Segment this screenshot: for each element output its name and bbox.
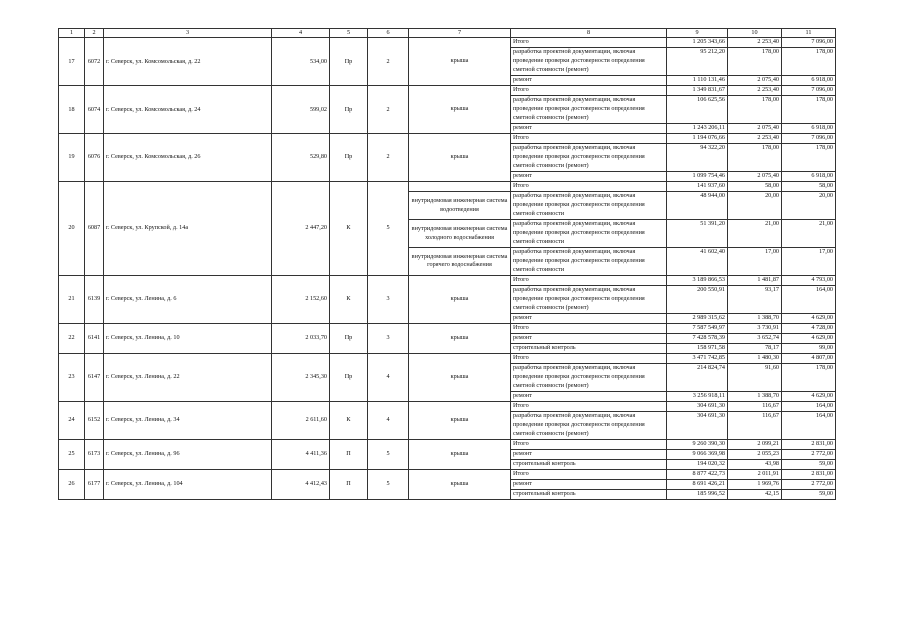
work-type: крыша [409,439,511,469]
record-area: 2 611,60 [272,401,330,439]
cost-per-unit: 178,00 [728,144,782,172]
cost-per-unit: 21,00 [728,220,782,248]
cost-per-unit: 2 253,40 [728,134,782,144]
cost-total: 200 550,91 [667,285,728,313]
record-floors: 5 [368,469,409,499]
record-number: 23 [59,353,85,401]
record-floors: 2 [368,86,409,134]
record-type: Пр [330,86,368,134]
cost-limit: 59,00 [782,459,836,469]
cost-limit: 2 772,00 [782,479,836,489]
record-type: Пр [330,353,368,401]
record-code: 6072 [85,38,104,86]
work-type: внутридомовая инженерная система холодного водоснабжения [409,220,511,248]
cost-total: 95 212,20 [667,48,728,76]
cost-limit: 2 772,00 [782,449,836,459]
cost-total: 1 099 754,46 [667,172,728,182]
record-address: г. Северск, ул. Ленина, д. 34 [104,401,272,439]
table-row [59,323,836,333]
cost-per-unit: 1 388,70 [728,391,782,401]
cost-limit: 2 831,00 [782,439,836,449]
record-address: г. Северск, ул. Комсомольская, д. 22 [104,38,272,86]
cost-per-unit: 2 075,40 [728,172,782,182]
cost-total: 9 066 369,98 [667,449,728,459]
cost-per-unit: 93,17 [728,285,782,313]
record-number: 18 [59,86,85,134]
header-cell: 10 [728,29,782,38]
line-description: разработка проектной документации, включая проведение проверки достоверности определения сметной стоимости (ремонт) [511,363,667,391]
work-type: крыша [409,323,511,353]
line-description: строительный контроль [511,459,667,469]
record-area: 529,80 [272,134,330,182]
header-cell: 9 [667,29,728,38]
record-number: 21 [59,275,85,323]
cost-limit: 20,00 [782,192,836,220]
record-area: 2 345,30 [272,353,330,401]
cost-limit: 4 629,00 [782,333,836,343]
record-address: г. Северск, ул. Ленина, д. 10 [104,323,272,353]
record-type: П [330,469,368,499]
header-cell: 11 [782,29,836,38]
record-area: 4 412,43 [272,469,330,499]
cost-limit: 4 807,00 [782,353,836,363]
record-number: 26 [59,469,85,499]
line-description: ремонт [511,172,667,182]
cost-total: 1 243 206,11 [667,124,728,134]
line-description: разработка проектной документации, включая проведение проверки достоверности определения сметной стоимости (ремонт) [511,144,667,172]
cost-limit: 4 728,00 [782,323,836,333]
record-number: 20 [59,182,85,276]
cost-total: 304 691,30 [667,411,728,439]
budget-table-sheet [58,28,836,500]
header-cell: 5 [330,29,368,38]
header-cell: 6 [368,29,409,38]
cost-total: 141 937,60 [667,182,728,192]
record-number: 19 [59,134,85,182]
line-description: Итого [511,469,667,479]
record-code: 6177 [85,469,104,499]
cost-per-unit: 178,00 [728,96,782,124]
line-description: разработка проектной документации, включая проведение проверки достоверности определения сметной стоимости [511,248,667,276]
line-description: строительный контроль [511,343,667,353]
cost-total: 3 256 918,11 [667,391,728,401]
record-address: г. Северск, ул. Ленина, д. 104 [104,469,272,499]
record-number: 22 [59,323,85,353]
line-description: разработка проектной документации, включая проведение проверки достоверности определения сметной стоимости (ремонт) [511,96,667,124]
table-row [59,134,836,144]
cost-limit: 58,00 [782,182,836,192]
line-description: строительный контроль [511,489,667,499]
line-description: разработка проектной документации, включая проведение проверки достоверности определения сметной стоимости (ремонт) [511,48,667,76]
record-code: 6076 [85,134,104,182]
cost-limit: 164,00 [782,401,836,411]
cost-total: 1 205 343,66 [667,38,728,48]
cost-limit: 6 918,00 [782,76,836,86]
cost-total: 2 989 315,62 [667,313,728,323]
cost-limit: 17,00 [782,248,836,276]
cost-per-unit: 2 253,40 [728,86,782,96]
cost-limit: 7 096,00 [782,86,836,96]
record-address: г. Северск, ул. Ленина, д. 6 [104,275,272,323]
line-description: ремонт [511,313,667,323]
cost-limit: 4 629,00 [782,391,836,401]
cost-limit: 164,00 [782,285,836,313]
cost-total: 214 824,74 [667,363,728,391]
record-floors: 2 [368,134,409,182]
line-description: Итого [511,275,667,285]
record-floors: 3 [368,275,409,323]
cost-limit: 178,00 [782,96,836,124]
work-type: крыша [409,469,511,499]
cost-limit: 164,00 [782,411,836,439]
header-cell: 3 [104,29,272,38]
cost-limit: 4 793,00 [782,275,836,285]
cost-total: 3 189 866,53 [667,275,728,285]
cost-total: 8 691 426,21 [667,479,728,489]
cost-total: 3 471 742,85 [667,353,728,363]
cost-per-unit: 1 480,30 [728,353,782,363]
table-row [59,439,836,449]
cost-per-unit: 58,00 [728,182,782,192]
cost-per-unit: 20,00 [728,192,782,220]
line-description: разработка проектной документации, включая проведение проверки достоверности определения сметной стоимости [511,192,667,220]
record-area: 4 411,36 [272,439,330,469]
cost-per-unit: 2 253,40 [728,38,782,48]
work-type [409,182,511,192]
table-row [59,275,836,285]
cost-limit: 2 831,00 [782,469,836,479]
cost-per-unit: 1 969,76 [728,479,782,489]
work-type: крыша [409,353,511,401]
record-type: К [330,401,368,439]
cost-total: 185 996,52 [667,489,728,499]
record-code: 6173 [85,439,104,469]
record-code: 6074 [85,86,104,134]
table-row [59,469,836,479]
cost-total: 94 322,20 [667,144,728,172]
line-description: Итого [511,86,667,96]
line-description: Итого [511,401,667,411]
cost-total: 1 110 131,46 [667,76,728,86]
cost-total: 7 428 578,39 [667,333,728,343]
cost-limit: 6 918,00 [782,172,836,182]
header-cell: 7 [409,29,511,38]
work-type: внутридомовая инженерная система горячего водоснабжения [409,248,511,276]
line-description: Итого [511,323,667,333]
line-description: ремонт [511,391,667,401]
cost-total: 194 020,32 [667,459,728,469]
cost-per-unit: 3 652,74 [728,333,782,343]
record-type: К [330,182,368,276]
table-header-row [59,29,836,38]
record-address: г. Северск, ул. Комсомольская, д. 26 [104,134,272,182]
table-row [59,86,836,96]
cost-per-unit: 17,00 [728,248,782,276]
record-type: Пр [330,323,368,353]
cost-total: 51 391,20 [667,220,728,248]
cost-per-unit: 2 011,91 [728,469,782,479]
line-description: разработка проектной документации, включая проведение проверки достоверности определения сметной стоимости (ремонт) [511,285,667,313]
record-code: 6087 [85,182,104,276]
record-type: К [330,275,368,323]
cost-per-unit: 2 075,40 [728,124,782,134]
cost-limit: 59,00 [782,489,836,499]
table-row [59,182,836,192]
cost-per-unit: 116,67 [728,401,782,411]
cost-total: 8 877 422,73 [667,469,728,479]
line-description: Итого [511,353,667,363]
cost-limit: 4 629,00 [782,313,836,323]
header-cell: 4 [272,29,330,38]
line-description: ремонт [511,76,667,86]
record-floors: 4 [368,353,409,401]
work-type: крыша [409,275,511,323]
cost-limit: 7 096,00 [782,134,836,144]
cost-per-unit: 43,98 [728,459,782,469]
work-type: крыша [409,134,511,182]
line-description: ремонт [511,333,667,343]
line-description: ремонт [511,449,667,459]
record-floors: 5 [368,182,409,276]
cost-total: 158 971,58 [667,343,728,353]
work-type: крыша [409,38,511,86]
table-row [59,38,836,48]
record-area: 2 152,60 [272,275,330,323]
work-type: крыша [409,401,511,439]
record-code: 6141 [85,323,104,353]
record-number: 17 [59,38,85,86]
cost-per-unit: 78,17 [728,343,782,353]
cost-per-unit: 42,15 [728,489,782,499]
cost-total: 7 587 549,97 [667,323,728,333]
line-description: Итого [511,134,667,144]
cost-limit: 178,00 [782,363,836,391]
record-floors: 4 [368,401,409,439]
record-area: 599,02 [272,86,330,134]
cost-per-unit: 116,67 [728,411,782,439]
cost-limit: 99,00 [782,343,836,353]
cost-per-unit: 178,00 [728,48,782,76]
cost-total: 106 625,56 [667,96,728,124]
line-description: Итого [511,182,667,192]
record-area: 534,00 [272,38,330,86]
cost-limit: 7 096,00 [782,38,836,48]
cost-per-unit: 91,60 [728,363,782,391]
cost-limit: 178,00 [782,48,836,76]
line-description: разработка проектной документации, включая проведение проверки достоверности определения сметной стоимости (ремонт) [511,411,667,439]
record-code: 6147 [85,353,104,401]
record-address: г. Северск, ул. Ленина, д. 96 [104,439,272,469]
cost-limit: 21,00 [782,220,836,248]
cost-total: 1 194 076,66 [667,134,728,144]
work-type: крыша [409,86,511,134]
cost-total: 9 260 390,30 [667,439,728,449]
line-description: Итого [511,439,667,449]
record-type: Пр [330,38,368,86]
capital-repair-table [58,28,836,500]
record-floors: 2 [368,38,409,86]
cost-per-unit: 2 099,21 [728,439,782,449]
record-number: 24 [59,401,85,439]
cost-total: 41 602,40 [667,248,728,276]
record-area: 2 033,70 [272,323,330,353]
line-description: Итого [511,38,667,48]
table-row [59,401,836,411]
cost-per-unit: 1 388,70 [728,313,782,323]
line-description: ремонт [511,479,667,489]
record-address: г. Северск, ул. Крупской, д. 14а [104,182,272,276]
cost-per-unit: 3 730,91 [728,323,782,333]
record-floors: 5 [368,439,409,469]
header-cell: 2 [85,29,104,38]
record-address: г. Северск, ул. Комсомольская, д. 24 [104,86,272,134]
record-code: 6139 [85,275,104,323]
line-description: ремонт [511,124,667,134]
record-floors: 3 [368,323,409,353]
cost-total: 304 691,30 [667,401,728,411]
cost-total: 48 944,00 [667,192,728,220]
record-number: 25 [59,439,85,469]
table-row [59,353,836,363]
record-address: г. Северск, ул. Ленина, д. 22 [104,353,272,401]
header-cell: 8 [511,29,667,38]
record-type: Пр [330,134,368,182]
header-cell: 1 [59,29,85,38]
cost-total: 1 349 831,67 [667,86,728,96]
cost-per-unit: 2 075,40 [728,76,782,86]
record-code: 6152 [85,401,104,439]
record-type: П [330,439,368,469]
line-description: разработка проектной документации, включая проведение проверки достоверности определения сметной стоимости [511,220,667,248]
cost-per-unit: 2 055,23 [728,449,782,459]
work-type: внутридомовая инженерная система водоотведения [409,192,511,220]
cost-per-unit: 1 481,87 [728,275,782,285]
record-area: 2 447,20 [272,182,330,276]
cost-limit: 6 918,00 [782,124,836,134]
cost-limit: 178,00 [782,144,836,172]
